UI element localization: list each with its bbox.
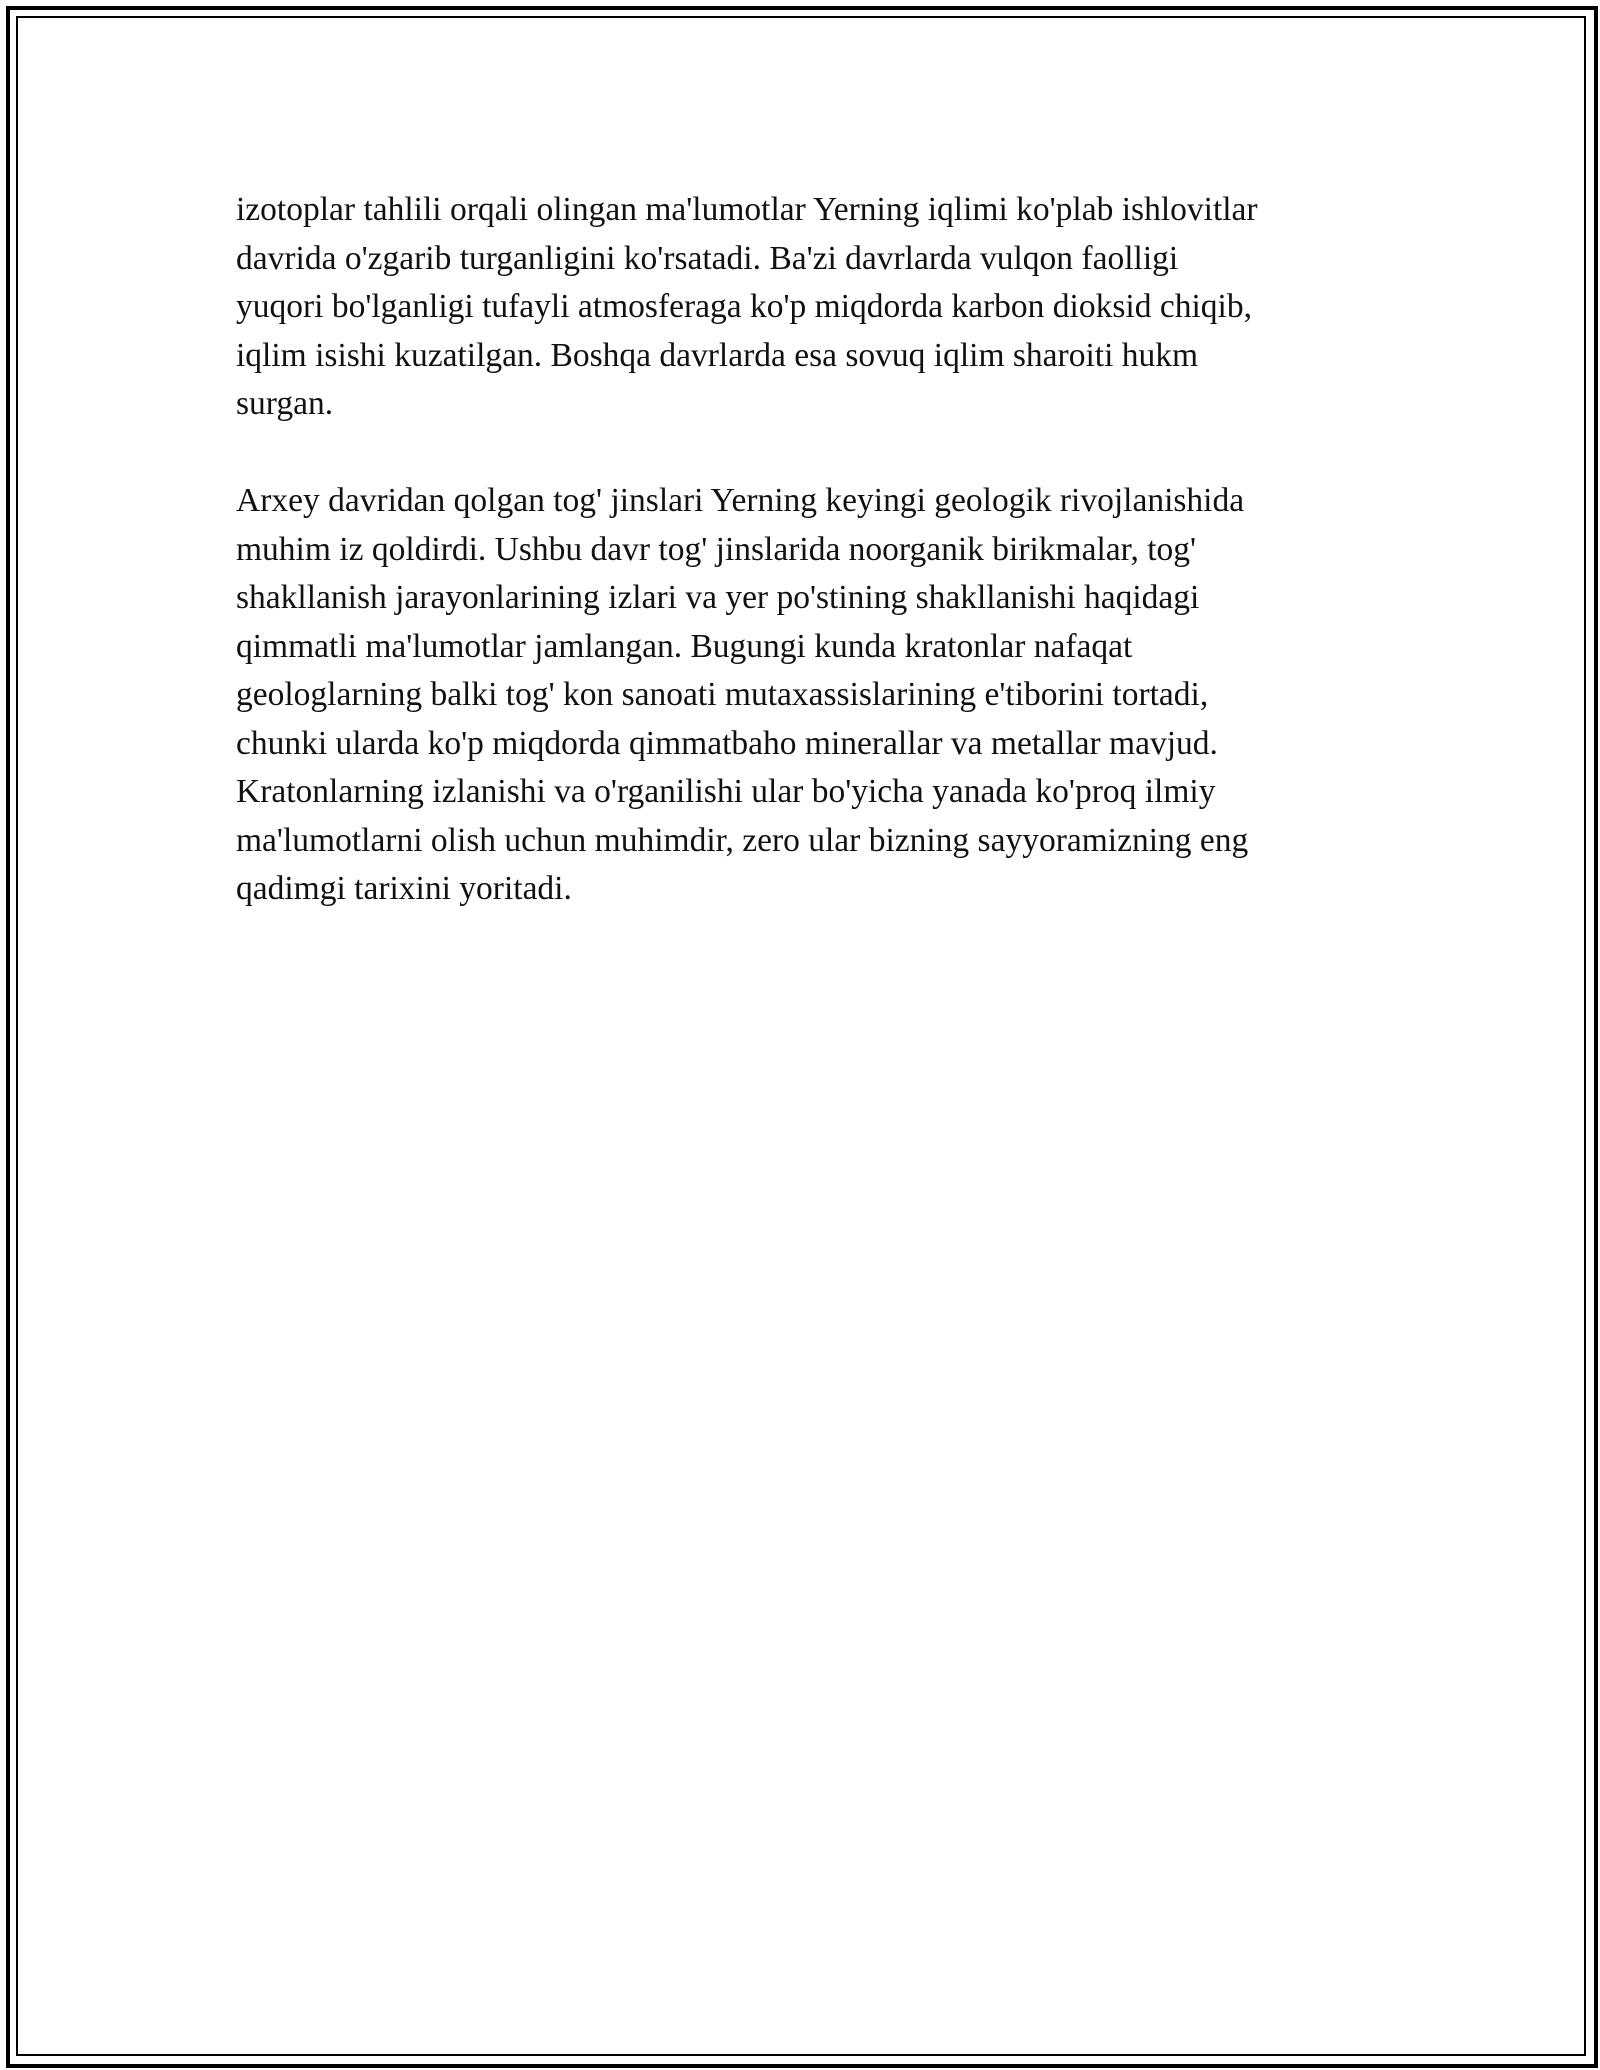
paragraph-archean-rocks: Arxey davridan qolgan tog' jinslari Yerning keyingi geologik rivojlanishida muhim iz qoldirdi. Ushbu davr tog' jinslarida noorganik birikmalar, tog' shakllanish jarayonlarining izlari va yer po'stining shakllanishi haqidagi qimmatli ma'lumotlar jamlangan. Bugungi kunda kratonlar nafaqat geologlarning balki tog' kon sanoati mutaxassislarining e'tiborini tortadi, chunki ularda ko'p miqdorda qimmatbaho minerallar va metallar mavjud. Kratonlarning izlanishi va o'rganilishi ular bo'yicha yanada ko'proq ilmiy ma'lumotlarni olish uchun muhimdir, zero ular bizning sayyoramizning eng qadimgi tarixini yoritadi. [236, 482, 1249, 907]
document-body [236, 186, 1376, 962]
paragraph-climate-history: izotoplar tahlili orqali olingan ma'lumotlar Yerning iqlimi ko'plab ishlovitlar davrida o'zgarib turganligini ko'rsatadi. Ba'zi davrlarda vulqon faolligi yuqori bo'lganligi tufayli atmosferaga ko'p miqdorda karbon dioksid chiqib, iqlim isishi kuzatilgan. Boshqa davrlarda esa sovuq iqlim sharoiti hukm surgan. [236, 191, 1258, 422]
